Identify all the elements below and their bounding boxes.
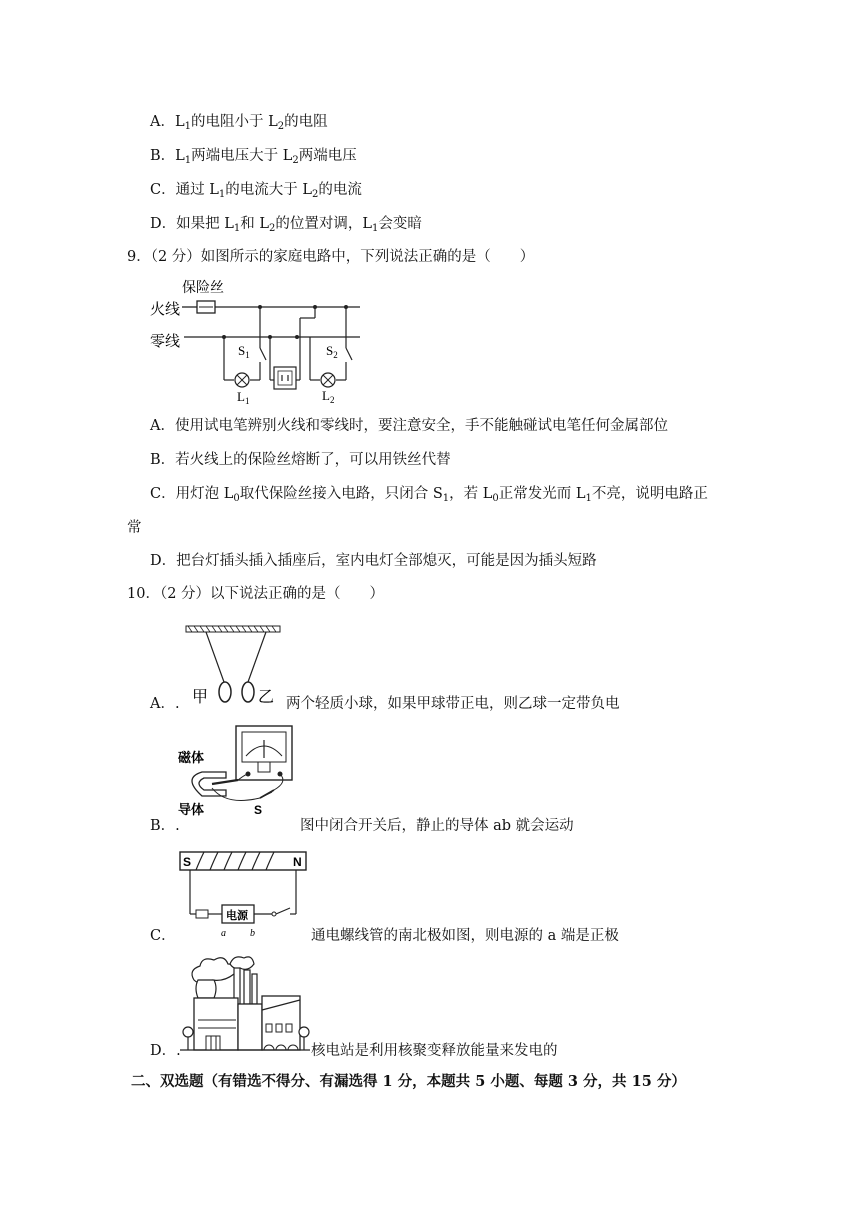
q9-circuit-figure	[150, 276, 370, 404]
switch-s2-icon	[346, 348, 352, 360]
q10-d-figure	[176, 952, 312, 1054]
terminal-a-label: a	[221, 928, 226, 939]
s2-label: $S_2$	[326, 343, 338, 360]
ball-jia-label: 甲	[192, 689, 209, 706]
q8-option-d[interactable]	[150, 214, 422, 234]
solenoid-s-label: S	[183, 855, 192, 869]
q10-option-a-label[interactable]: A．.	[150, 696, 180, 712]
q8-d-text3: 的位置对调，L	[275, 216, 373, 232]
q10-option-c-text: 通电螺线管的南北极如图，则电源的 a 端是正极	[311, 928, 619, 944]
u-magnet-icon	[192, 772, 226, 796]
q9-circuit-svg	[150, 276, 370, 404]
electromagnet-experiment-svg	[176, 722, 296, 818]
q8-option-a[interactable]	[150, 112, 328, 132]
smoke-cloud-icon	[192, 958, 235, 983]
q8-b-text3: 两端电压	[298, 148, 357, 164]
fuse-label: 保险丝	[182, 279, 224, 295]
q8-c-sub1: 1	[218, 189, 226, 200]
q10-stem: 10．（2 分）以下说法正确的是（ ）	[127, 586, 385, 602]
q9-c-text1: C．用灯泡 L	[150, 486, 234, 502]
section-2-heading: 二、双选题（有错选不得分、有漏选得 1 分，本题共 5 小题、每题 3 分，共 15 分）	[131, 1073, 686, 1090]
q9-stem: 9．（2 分）如图所示的家庭电路中，下列说法正确的是（ ）	[127, 249, 535, 265]
q9-option-c[interactable]	[150, 484, 708, 504]
q8-a-sub2: 2	[277, 121, 285, 132]
q9-c-sub4: 1	[585, 493, 592, 504]
l2-label: $L_2$	[322, 388, 335, 404]
power-plant-svg	[176, 952, 312, 1054]
q8-d-text2: 和 L	[240, 216, 269, 232]
switch-s1-icon	[260, 348, 266, 360]
q10-b-figure	[176, 722, 296, 818]
q8-option-b[interactable]	[150, 146, 357, 166]
q10-option-d-text: 核电站是利用核聚变释放能量来发电的	[311, 1043, 558, 1059]
q8-c-text2: 的电流大于 L	[225, 182, 312, 198]
q10-a-figure	[176, 622, 286, 714]
ball-yi-icon	[242, 682, 254, 702]
power-source-label: 电源	[226, 910, 248, 922]
conductor-ab-icon	[212, 780, 238, 784]
magnet-label: 磁体	[178, 750, 205, 765]
q9-option-b[interactable]: B．若火线上的保险丝熔断了，可以用铁丝代替	[150, 452, 451, 468]
switch-label: S	[254, 803, 263, 817]
terminal-b-label: b	[250, 928, 255, 939]
q8-b-sub2: 2	[292, 155, 299, 166]
q9-option-c-continued: 常	[127, 520, 142, 536]
ball-yi-label: 乙	[258, 689, 275, 706]
solenoid-circuit-svg	[176, 848, 310, 942]
q8-d-sub2: 2	[269, 223, 276, 234]
l1-label: $L_1$	[237, 389, 250, 404]
q9-c-sub3: 0	[492, 493, 499, 504]
q9-c-sub2: 1	[442, 493, 450, 504]
q10-option-d-label[interactable]: D．.	[150, 1043, 181, 1059]
q10-option-b-label[interactable]: B．.	[150, 818, 180, 834]
q8-b-text1: B．L	[150, 148, 185, 164]
q8-a-text3: 的电阻	[284, 114, 328, 130]
q9-c-text5: 不亮，说明电路正	[591, 486, 708, 502]
switch-s0-icon	[276, 908, 290, 914]
q10-option-c-label[interactable]: C．	[150, 928, 176, 944]
q8-b-sub1: 1	[184, 155, 192, 166]
q9-option-a[interactable]: A．使用试电笔辨别火线和零线时，要注意安全，手不能触碰试电笔任何金属部位	[150, 418, 668, 434]
s1-label: $S_1$	[238, 343, 250, 360]
pendulum-balls-svg	[176, 622, 286, 714]
cooling-tower-icon	[196, 980, 216, 998]
q10-option-b-text: 图中闭合开关后，静止的导体 ab 就会运动	[300, 818, 574, 834]
q8-d-text4: 会变暗	[378, 216, 422, 232]
q8-c-sub2: 2	[311, 189, 319, 200]
q8-d-sub3: 1	[372, 223, 379, 234]
solenoid-n-label: N	[293, 855, 302, 869]
ball-jia-icon	[219, 682, 231, 702]
solenoid-icon	[180, 852, 306, 870]
q9-c-text4: 正常发光而 L	[498, 486, 586, 502]
q8-a-sub1: 1	[184, 121, 191, 132]
q8-b-text2: 两端电压大于 L	[191, 148, 293, 164]
q8-c-text1: C．通过 L	[150, 182, 219, 198]
q10-option-a-text: 两个轻质小球，如果甲球带正电，则乙球一定带负电	[286, 696, 620, 712]
q8-a-text2: 的电阻小于 L	[190, 114, 278, 130]
q9-option-d[interactable]: D．把台灯插头插入插座后，室内电灯全部熄灭，可能是因为插头短路	[150, 553, 597, 569]
switch-s-icon	[260, 790, 274, 798]
q10-c-figure	[176, 848, 310, 942]
q8-option-c[interactable]	[150, 180, 362, 200]
q8-d-sub1: 1	[233, 223, 241, 234]
resistor-icon	[196, 910, 208, 918]
q8-d-text1: D．如果把 L	[150, 216, 234, 232]
q8-a-text1: A．L	[150, 114, 185, 130]
live-wire-label: 火线	[150, 301, 181, 318]
q9-c-text2: 取代保险丝接入电路，只闭合 S	[239, 486, 443, 502]
neutral-wire-label: 零线	[150, 333, 181, 350]
q8-c-text3: 的电流	[318, 182, 362, 198]
conductor-label: 导体	[178, 802, 205, 817]
tree-icon	[183, 1027, 193, 1037]
q9-c-sub1: 0	[233, 493, 240, 504]
q9-c-text3: ，若 L	[449, 486, 493, 502]
